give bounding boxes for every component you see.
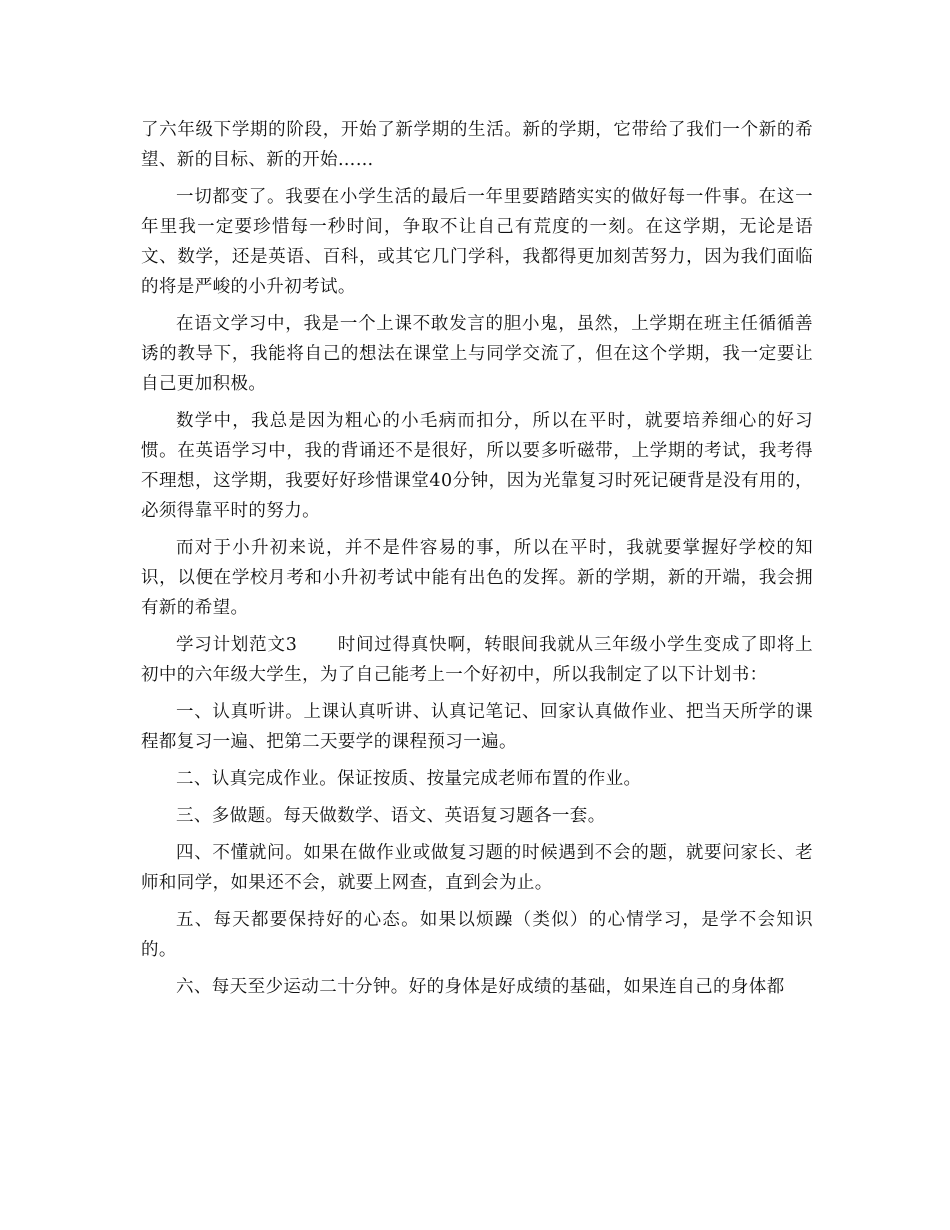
section-intro: 时间过得真快啊，转眼间我就从三年级小学生变成了即将上初中的六年级大学生，为了自己能考上一个好初中，所以我制定了以下计划书：	[141, 635, 813, 685]
plan-item-3: 三、多做题。每天做数学、语文、英语复习题各一套。	[176, 806, 606, 826]
section-heading: 学习计划范文3	[176, 635, 298, 655]
paragraph-2: 一切都变了。我要在小学生活的最后一年里要踏踏实实的做好每一件事。在这一年里我一定要珍惜每一秒时间，争取不让自己有荒度的一刻。在这学期，无论是语文、数学，还是英语、百科，或其它几门学科，我都得更加刻苦努力，因为我们面临的将是严峻的小升初考试。	[141, 187, 813, 297]
paragraph-3: 在语文学习中，我是一个上课不敢发言的胆小鬼，虽然，上学期在班主任循循善诱的教导下，我能将自己的想法在课堂上与同学交流了，但在这个学期，我一定要让自己更加积极。	[141, 314, 813, 394]
paragraph-1: 了六年级下学期的阶段，开始了新学期的生活。新的学期，它带给了我们一个新的希望、新的目标、新的开始……	[141, 120, 813, 170]
plan-item-5: 五、每天都要保持好的心态。如果以烦躁（类似）的心情学习，是学不会知识的。	[141, 910, 813, 960]
plan-item-4: 四、不懂就问。如果在做作业或做复习题的时候遇到不会的题，就要问家长、老师和同学，如果还不会，就要上网查，直到会为止。	[141, 843, 813, 893]
plan-item-1: 一、认真听讲。上课认真听讲、认真记笔记、回家认真做作业、把当天所学的课程都复习一遍、把第二天要学的课程预习一遍。	[141, 702, 813, 752]
paragraph-5: 而对于小升初来说，并不是件容易的事，所以在平时，我就要掌握好学校的知识，以便在学校月考和小升初考试中能有出色的发挥。新的学期，新的开端，我会拥有新的希望。	[141, 538, 813, 618]
section-paragraph	[141, 630, 813, 690]
paragraph-4: 数学中，我总是因为粗心的小毛病而扣分，所以在平时，就要培养细心的好习惯。在英语学习中，我的背诵还不是很好，所以要多听磁带，上学期的考试，我考得不理想，这学期，我要好好珍惜课堂40分钟，因为光靠复习时死记硬背是没有用的，必须得靠平时的努力。	[141, 411, 813, 521]
document-body	[141, 115, 813, 1002]
plan-item-6: 六、每天至少运动二十分钟。好的身体是好成绩的基础，如果连自己的身体都	[176, 977, 785, 997]
plan-item-2: 二、认真完成作业。保证按质、按量完成老师布置的作业。	[176, 769, 642, 789]
